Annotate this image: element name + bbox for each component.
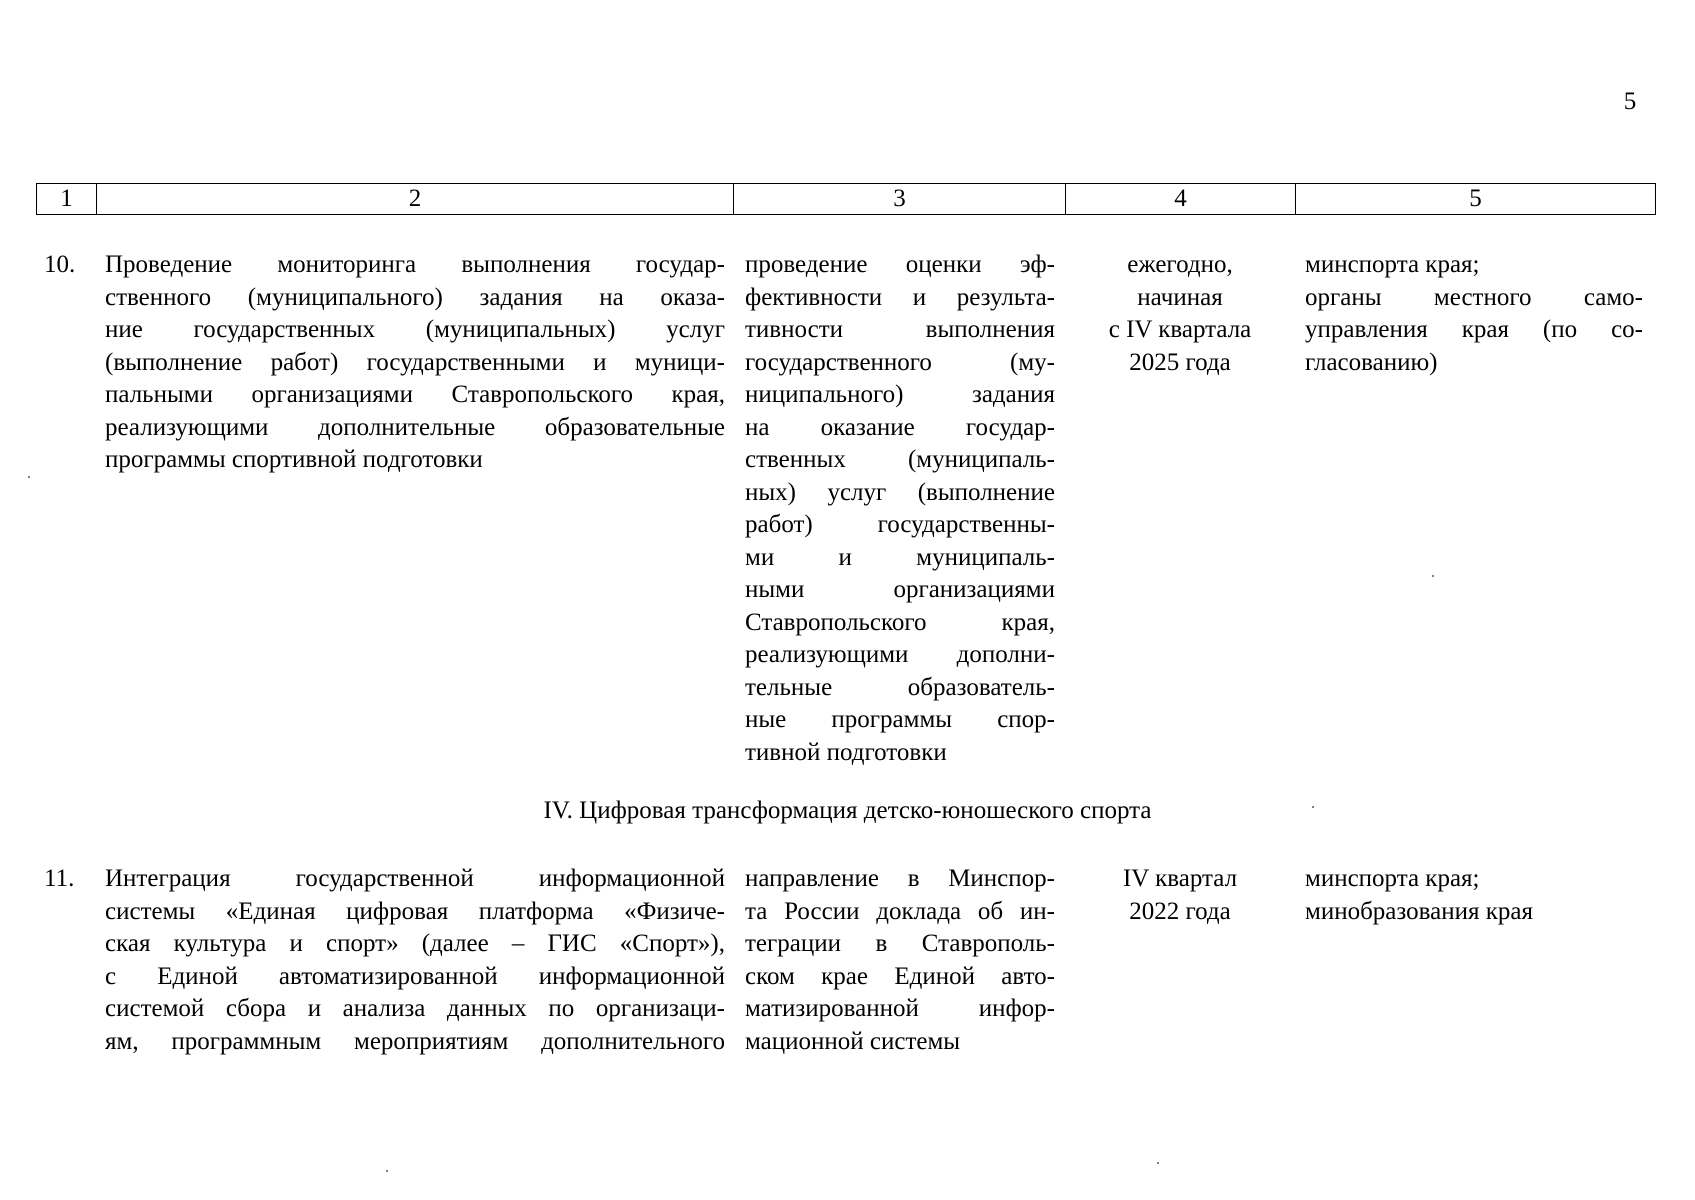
text-line: на оказание государ- [745, 413, 1055, 441]
text-line: с IV квартала [1108, 316, 1252, 343]
text-line: ственных (муниципаль- [745, 446, 1055, 473]
text-line: гласованию) [1305, 348, 1438, 376]
table-header-row [36, 183, 1656, 215]
text-line: ственного (муниципального) задания на оказа- [105, 283, 725, 311]
text-line: реализующими дополнительные образовательные [105, 413, 725, 441]
scan-speck [1432, 575, 1434, 577]
row-number: 11. [44, 865, 75, 892]
text-line: ям, программным мероприятиям дополнительного [105, 1027, 725, 1055]
text-line: 2025 года [1129, 348, 1231, 376]
text-line: тивности выполнения [745, 316, 1055, 343]
text-line: Ставропольского края, [745, 608, 1055, 636]
text-line: ежегодно, [1127, 251, 1233, 278]
text-line: мационной системы [745, 1027, 961, 1055]
text-line: минспорта края; [1305, 251, 1480, 278]
text-line: минобразования края [1305, 897, 1533, 925]
column-header-2: 2 [97, 184, 734, 214]
text-line: системы «Единая цифровая платформа «Физиче- [105, 897, 725, 925]
scan-speck [386, 1170, 388, 1172]
text-line: ская культура и спорт» (далее – ГИС «Спорт»), [105, 930, 725, 957]
text-line: ных) услуг (выполнение [745, 478, 1055, 506]
row-description [105, 863, 725, 1058]
text-line: (выполнение работ) государственными и муници- [105, 348, 725, 376]
text-line: ными организациями [745, 576, 1055, 603]
row-number: 10. [44, 251, 76, 278]
row-description [105, 249, 725, 477]
text-line: матизированной инфор- [745, 995, 1055, 1022]
text-line: ные программы спор- [745, 706, 1055, 733]
text-line: минспорта края; [1305, 865, 1480, 892]
text-line: системой сбора и анализа данных по организаци- [105, 995, 725, 1022]
scan-speck [28, 476, 30, 478]
text-line: с Единой автоматизированной информационной [105, 962, 725, 990]
page-number: 5 [1623, 88, 1637, 115]
column-header-5: 5 [1469, 185, 1482, 212]
text-line: Интеграция государственной информационной [105, 865, 725, 892]
text-line: ми и муниципаль- [745, 543, 1055, 571]
column-header-3: 3 [734, 184, 1066, 214]
text-line: Проведение мониторинга выполнения государ- [105, 251, 725, 278]
text-line: тельные образователь- [745, 673, 1055, 701]
column-header-4: 4 [1066, 184, 1296, 214]
section-title: IV. Цифровая трансформация детско-юношеского спорта [543, 797, 1152, 824]
scan-speck [1312, 806, 1314, 808]
text-line: 2022 года [1129, 897, 1231, 925]
text-line: IV квартал [1122, 865, 1238, 892]
text-line: тивной подготовки [745, 738, 947, 766]
row-result [745, 249, 1055, 769]
column-header-1: 1 [37, 184, 97, 214]
text-line: ние государственных (муниципальных) услуг [105, 316, 725, 343]
row-term [1082, 249, 1278, 379]
text-line: управления края (по со- [1305, 316, 1643, 343]
text-line: проведение оценки эф- [745, 251, 1055, 278]
text-line: программы спортивной подготовки [105, 446, 483, 473]
text-line: теграции в Ставрополь- [745, 930, 1055, 957]
text-line: начиная [1137, 283, 1223, 311]
row-term [1082, 863, 1278, 928]
text-line: та России доклада об ин- [745, 897, 1055, 925]
text-line: ниципального) задания [745, 381, 1055, 408]
text-line: реализующими дополни- [745, 641, 1055, 668]
text-line: государственного (му- [745, 348, 1055, 376]
text-line: фективности и результа- [745, 283, 1055, 311]
text-line: направление в Минспор- [745, 865, 1055, 892]
row-responsible [1305, 249, 1643, 379]
row-result [745, 863, 1055, 1058]
text-line: органы местного само- [1305, 283, 1643, 311]
scan-speck [1157, 1162, 1159, 1164]
text-line: работ) государственны- [745, 511, 1055, 538]
text-line: ском крае Единой авто- [745, 962, 1055, 990]
row-responsible [1305, 863, 1643, 928]
text-line: пальными организациями Ставропольского края, [105, 381, 725, 408]
